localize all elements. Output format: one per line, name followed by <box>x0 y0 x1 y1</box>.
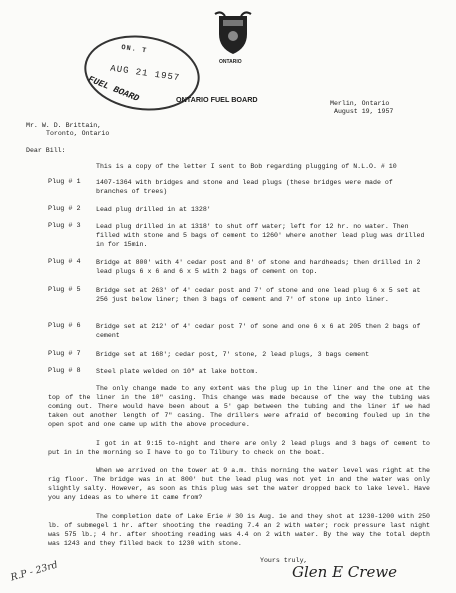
place: Merlin, Ontario <box>330 100 390 107</box>
plug-text: Lead plug drilled in at 1318' to shut off water; left for 12 hr. no water. Then filled with stone and 5 bags of cement to 1260' where another lead plug was drilled in for 15min. <box>96 223 425 248</box>
stamp-date: AUG 21 1957 <box>109 63 181 84</box>
province-label: ONTARIO <box>219 59 242 65</box>
plug-text: 1407-1364 with bridges and stone and lead plugs (these bridges were made of branches of trees) <box>96 179 393 195</box>
plug-label: Plug # 2 <box>48 205 81 213</box>
plug-text: Lead plug drilled in at 1328' <box>96 206 211 213</box>
recipient-name: Mr. W. D. Brittain, <box>26 122 102 129</box>
plug-text: Bridge set at 263' of 4' cedar post and 7' of stone and one lead plug 6 x 5 set at 256 just below liner; then 3 bags of cement and 7' of stone up into liner. <box>96 287 421 303</box>
stamp-top: ON. T <box>120 43 148 56</box>
plug-label: Plug # 3 <box>48 222 81 230</box>
body-paragraph: The completion date of Lake Erie # 30 is Aug. 1e and they shot at 1230-1200 with 250 lb. of submegel 1 hr. after shooting the reading 7.4 an 2 with water; rock pressure last night was 575 lb.; 4 hr. after shooting reading was 4.4 on 2 with water. By the way the total depth was 1243 and they filled back to 1230 with stone. <box>48 513 430 547</box>
plug-text: Bridge set at 212' of 4' cedar post 7' of sone and one 6 x 6 at 205 then 2 bags of cement <box>96 323 421 339</box>
letter-date: August 19, 1957 <box>334 108 394 115</box>
plug-label: Plug # 1 <box>48 178 81 186</box>
stamp-bottom: FUEL BOARD <box>86 74 141 104</box>
plug-label: Plug # 5 <box>48 286 81 294</box>
body-paragraph: When we arrived on the tower at 9 a.m. this morning the water level was right at the rig floor. The bridge was in at 800' but the lead plug was not yet in and the water was only slightly salty. However, as soon as this plug was set the water dropped back to lake level. Have you any ideas as to where it came from? <box>48 467 430 501</box>
plug-label: Plug # 6 <box>48 322 81 330</box>
plug-text: Bridge set at 168'; cedar post, 7' stone, 2 lead plugs, 3 bags cement <box>96 351 370 358</box>
plug-label: Plug # 7 <box>48 350 81 358</box>
body-paragraph: The only change made to any extent was the plug up in the liner and the one at the top of the liner in the 10" casing. This change was made because of the way the tubing was coming out. There would have been about a 5' gap between the tubing and the liner if we had taken out another length of 7" casing. The drillers were afraid of becoming fouled up in the open spot and one came up with the above procedure. <box>48 385 430 428</box>
board-name: ONTARIO FUEL BOARD <box>176 95 258 104</box>
closing: Yours truly, <box>260 557 308 564</box>
signature: Glen E Crewe <box>292 563 398 581</box>
body-paragraph: I got in at 9:15 to-night and there are only 2 lead plugs and 3 bags of cement to put in in the morning so I have to go to Tilbury to check on the boat. <box>48 440 430 456</box>
intro-line: This is a copy of the letter I sent to Bob regarding plugging of N.L.O. # 10 <box>96 163 397 170</box>
plug-label: Plug # 8 <box>48 367 81 375</box>
recipient-address: Toronto, Ontario <box>46 130 110 137</box>
salutation: Dear Bill: <box>26 147 66 154</box>
plug-label: Plug # 4 <box>48 258 81 266</box>
received-stamp <box>79 28 204 117</box>
ontario-crest-icon <box>213 10 253 56</box>
plug-text: Steel plate welded on 10" at lake bottom. <box>96 368 259 375</box>
plug-text: Bridge at 800' with 4' cedar post and 8' of stone and hardheads; then drilled in 2 lead plugs 6 x 6 and 6 x 5 with 2 bags of cement on top. <box>96 259 421 275</box>
handwritten-note: R.P - 23rd <box>9 559 60 584</box>
